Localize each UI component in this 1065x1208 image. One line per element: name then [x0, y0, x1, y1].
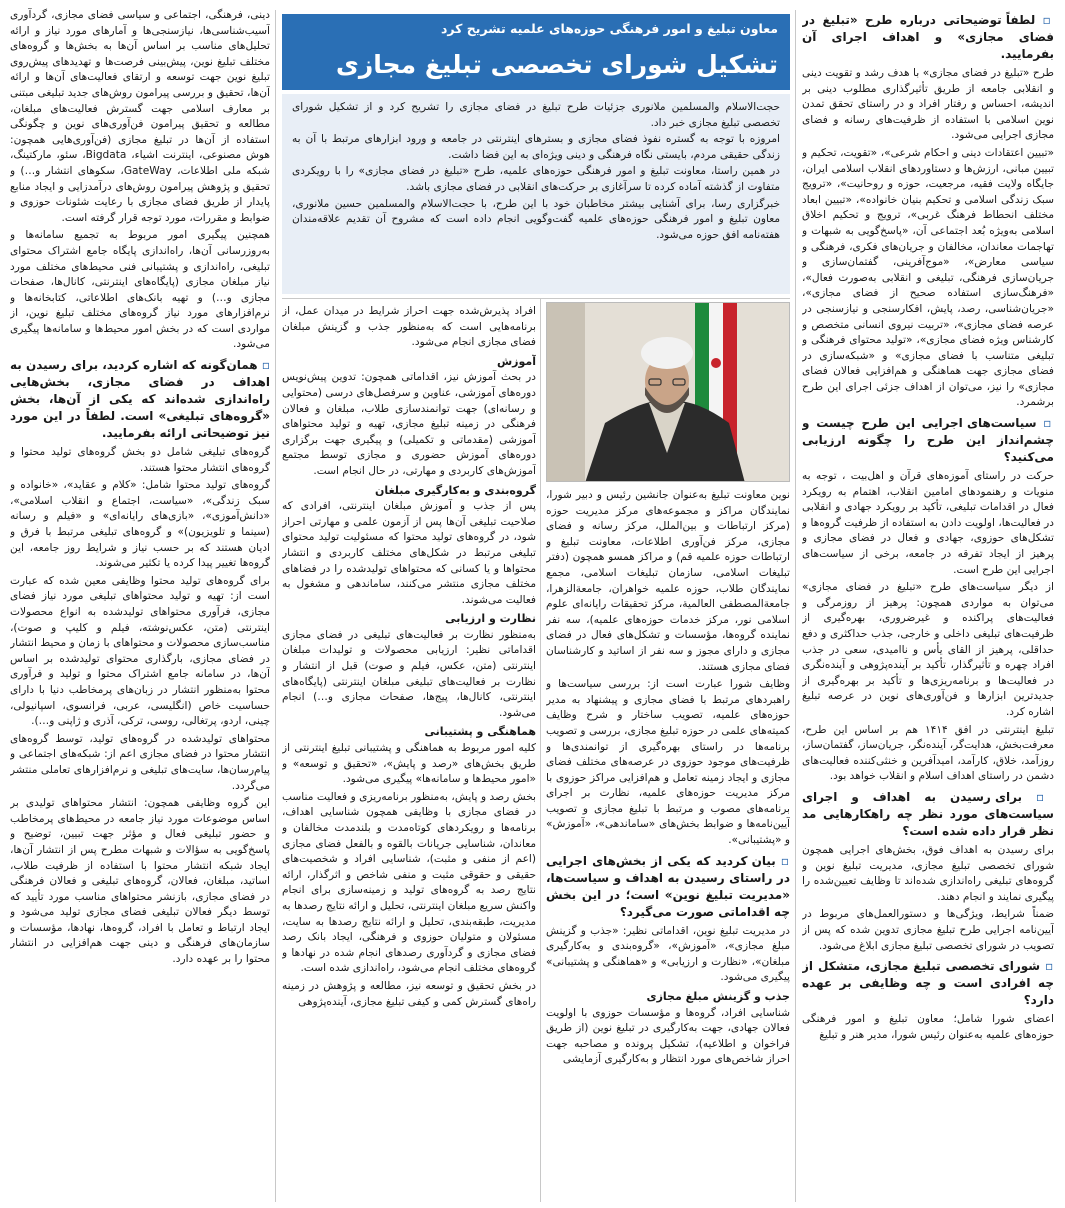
column-right [802, 8, 1054, 1202]
question-text: سیاست‌های اجرایی این طرح چیست و چشم‌انداز این طرح را چگونه ارزیابی می‌کنید؟ [802, 416, 1054, 465]
section-divider [282, 298, 790, 299]
body-paragraph: تبلیغ اینترنتی در افق ۱۴۱۴ هم بر اساس این طرح، معرفت‌بخش، هدایت‌گر، آینده‌نگر، جریان‌ساز، گفتمان‌ساز، روزآمد، خلاق، کارآمد، امیدآفرین و خنثی‌کننده فعالیت‌های دشمن در راستای اهداف اسلام و انقلاب خواهد بود. [802, 723, 1054, 783]
interview-question [802, 789, 1054, 840]
body-paragraph: طرح «تبلیغ در فضای مجازی» با هدف رشد و تقویت دینی و انقلابی جامعه از طریق تأثیرگذاری مطلوب دینی بر اندیشه، احساس و رفتار افراد و در راستای تحقق تمدن نوین اسلامی با استفاده از ظرفیت‌های رسانه و فضای مجازی اجرایی می‌شود. [802, 67, 1054, 142]
body-paragraph: پس از جذب و آموزش مبلغان اینترنتی، افرادی که صلاحیت تبلیغی آن‌ها پس از آزمون علمی و مهارتی احراز شود، در گروه‌های تولید محتوا که مسئولیت تولید محتوای تبلیغی مرتبط در شکل‌های مختلف کاربردی و انتشار محتواها و یا کسانی که محتواهای تولیدشده را در فضاهای مختلف مجازی منتشر می‌کنند، ساماندهی و مشغول به فعالیت می‌شوند. [282, 500, 536, 606]
interview-question [802, 958, 1054, 1009]
body-paragraph: محتواهای تولیدشده در گروه‌های تولید، توسط گروه‌های انتشار محتوا در فضای مجازی اعم از: شبکه‌های اجتماعی و پیام‌رسان‌ها، سایت‌های تبلیغی و نرم‌افزارهای تعاملی منتشر می‌گردد. [10, 732, 270, 792]
square-bullet-icon: ▫ [257, 358, 270, 373]
section-subheading: گروه‌بندی و به‌کارگیری مبلغان [375, 483, 536, 497]
article-header [282, 14, 790, 90]
body-paragraph: همچنین پیگیری امور مربوط به تجمیع سامانه‌ها و به‌روزرسانی آن‌ها، راه‌اندازی پایگاه جامع اشتراک محتوای تبلیغی، راه‌اندازی و پشتیبانی فنی محیط‌های مختلف مورد نیاز مبلغان مجازی (پایگاه‌های اینترنتی، کانال‌ها، صفحات مجازی و…) و تهیه بانک‌های اطلاعاتی، کتابخانه‌ها و نرم‌افزارهای مورد نیاز گروه‌های مختلف تبلیغ نوین، از مواردی است که در بخش امور محیط‌ها و سامانه‌ها پیگیری می‌شود. [10, 229, 270, 351]
question-text: شورای تخصصی تبلیغ مجازی، متشکل از چه افرادی است و چه وظایفی بر عهده دارد؟ [802, 959, 1054, 1008]
body-paragraph: وظایف شورا عبارت است از: بررسی سیاست‌ها و راهبردهای مرتبط با فضای مجازی و پیشنهاد به مدیر حوزه‌های علمیه، تصویب ساختار و شرح وظایف کمیته‌های علمی در حوزه تبلیغ مجازی، بررسی و تصویب برنامه‌ها در راستای بهره‌گیری از توانمندی‌ها و ظرفیت‌های موجود حوزوی در عرصه‌های مختلف فضای مجازی و ایجاد زمینه تعامل و هم‌افزایی مراکز حوزوی با مرکز مدیریت حوزه‌های علمیه، نظارت بر اجرای برنامه‌های مصوب و مرتبط با تبلیغ مجازی و تصویب آیین‌نامه‌ها و ضوابط بخش‌های «ساماندهی»، «آموزش» و «پشتیبانی». [546, 678, 790, 847]
question-text: همان‌گونه که اشاره کردید، برای رسیدن به اهداف در فضای مجازی، بخش‌هایی راه‌اندازی شده‌اند که یکی از آن‌ها، بخش «گروه‌های تبلیغی» است. لطفاً در این مورد نیز توضیحاتی ارائه بفرمایید. [10, 358, 270, 441]
body-paragraph: کلیه امور مربوط به هماهنگی و پشتیبانی تبلیغ اینترنتی از طریق بخش‌های «رصد و پایش»، «تحقیق و توسعه» و «امور محیط‌ها و سامانه‌ها» پیگیری می‌شود. [282, 742, 536, 786]
lead-paragraph: خبرگزاری رسا، برای آشنایی بیشتر مخاطبان خود با این طرح، با حجت‌الاسلام والمسلمین حسین ملانوری، معاون تبلیغ و امور فرهنگی حوزه‌های علمیه گفت‌وگویی انجام داده است که مشروح آن تقدیم علاقه‌مندان هفته‌نامه افق حوزه می‌شود. [292, 197, 780, 241]
column-center [282, 304, 536, 1202]
body-paragraph: به‌منظور نظارت بر فعالیت‌های تبلیغی در فضای مجازی اقداماتی نظیر: ارزیابی محصولات و تولیدات مبلغان اینترنتی (متن، عکس، فیلم و صوت) قبل از انتشار و نظارت بر فعالیت‌های تبلیغی مبلغان اینترنتی (پایگاه‌های اینترنتی، کانال‌ها، پیج‌ها، صفحات مجازی و…) انجام می‌شود. [282, 628, 536, 719]
article-headline: تشکیل شورای تخصصی تبلیغ مجازی [335, 50, 778, 79]
section-subheading: نظارت و ارزیابی [445, 612, 536, 626]
square-bullet-icon: ▫ [1035, 13, 1054, 27]
lead-paragraph: حجت‌الاسلام والمسلمین ملانوری جزئیات طرح تبلیغ در فضای مجازی را تشریح کرد و از تشکیل شورای تخصصی تبلیغ مجازی خبر داد. [292, 101, 780, 129]
body-paragraph: اعضای شورا شامل؛ معاون تبلیغ و امور فرهنگی حوزه‌های علمیه به‌عنوان رئیس شورا، مدیر هنر و تبلیغ [802, 1013, 1054, 1041]
interview-question [10, 357, 270, 442]
body-paragraph: شناسایی افراد، گروه‌ها و مؤسسات حوزوی با اولویت فعالان جهادی، جهت به‌کارگیری در تبلیغ نوین (از طریق فراخوان و اطلاعیه)، تشکیل پرونده و مصاحبه جهت احراز شاخص‌های مورد انتظار و به‌کارگیری آزمایشی [546, 1006, 790, 1066]
body-paragraph: در بخش تحقیق و توسعه نیز، مطالعه و پژوهش در زمینه راه‌های گسترش کمی و کیفی تبلیغ مجازی، آینده‌پژوهی [282, 979, 536, 1008]
article-lead [282, 94, 790, 294]
body-paragraph: «تبیین اعتقادات دینی و احکام شرعی»، «تقویت، تحکیم و تبیین مبانی، ارزش‌ها و دستاوردهای انقلاب اسلامی ایران، جایگاه ولایت فقیه، مرجعیت، حوزه و روحانیت»، «ترویج سبک زندگی اسلامی و تحکیم بنیان خانواده»، «تبیین ابعاد مختلف انحطاط فرهنگ غربی»، ترویج و تحکیم اخلاق اسلامی به‌ویژه بُعد اجتماعی آن، «پاسخ‌گویی به شبهات و تهاجمات معاندان، مخالفان و جریان‌های فکری، فرهنگی و سیاسی معارض»، «موج‌آفرینی، گفتمان‌سازی و جریان‌سازی فرهنگی، تبلیغی و انقلابی به‌صورت فعال»، «فرهنگ‌سازی استفاده صحیح از فضای مجازی»، «جریان‌شناسی، رصد، پایش، افکارسنجی و نیازسنجی در عرصه فضای مجازی»، «تربیت نیروی انسانی متخصص و کارشناس ویژه فضای مجازی»، «تولید محتوای فرهنگی و تبلیغی متناسب با فضای مجازی» و «شبکه‌سازی در فضای مجازی جهت هماهنگی و هم‌افزایی فعالان فضای مجازی» را نیز، می‌توان از اهداف جزئی اجرای این طرح برشمرد. [802, 146, 1054, 409]
square-bullet-icon: ▫ [1022, 789, 1054, 804]
section-subheading: جذب و گزینش مبلغ مجازی [646, 990, 790, 1004]
body-paragraph: افراد پذیرش‌شده جهت احراز شرایط در میدان عمل، از برنامه‌هایی است که به‌منظور جذب و گزینش مبلغان فضای مجازی انجام می‌شود. [282, 305, 536, 349]
question-text: برای رسیدن به اهداف و اجرای سیاست‌های مورد نظر چه راهکارهایی مد نظر قرار داده شده است؟ [802, 789, 1054, 838]
body-paragraph: دینی، فرهنگی، اجتماعی و سیاسی فضای مجازی، گردآوری آسیب‌شناسی‌ها، نیازسنجی‌ها و آمارهای مورد نیاز و ارائه تحلیل‌های مناسب بر اساس آن‌ها به بخش‌ها و گروه‌های مختلف تبلیغ نوین، پیش‌بینی فرصت‌ها و تهدیدهای پیش‌روی تبلیغ نوین جهت توسعه و ارتقای فعالیت‌های آن‌ها و ارائه آن‌ها، تحقیق و بررسی پیرامون روش‌های جدید تبلیغی مبتنی بر معارف اسلامی جهت گسترش فعالیت‌های مبلغان، مطالعه و تحقیق پیرامون فن‌آوری‌های نوین و چگونگی استفاده از آن‌ها در تبلیغ مجازی (فن‌آوری‌هایی همچون: هوش مصنوعی، اینترنت اشیاء، Bigdata، سئو، مارکتینگ، شبکه ملی اطلاعات، GateWay، سکوهای انتشار و…) و تحقیق و پژوهش پیرامون روش‌های درآمدزایی و ایجاد منابع پایدار از طریق فضای مجازی با رعایت شئونات حوزوی و ضوابط و مقررات، مورد توجه قرار گرفته است. [10, 9, 270, 224]
body-paragraph: در مدیریت تبلیغ نوین، اقداماتی نظیر: «جذب و گزینش مبلغ مجازی»، «آموزش»، «گروه‌بندی و به‌کارگیری مبلغان»، «نظارت و ارزیابی» و «هماهنگی و پشتیبانی» پیگیری می‌شود. [546, 924, 790, 984]
question-text: بیان کردید که یکی از بخش‌های اجرایی در راستای رسیدن به اهداف و سیاست‌ها، «مدیریت تبلیغ نوین» است؛ در این بخش چه اقداماتی صورت می‌گیرد؟ [546, 853, 790, 919]
section-subheading: آموزش [497, 354, 536, 368]
body-paragraph: در بحث آموزش نیز، اقداماتی همچون: تدوین پیش‌نویس دوره‌های آموزشی، عناوین و سرفصل‌های درسی (محتوایی و رسانه‌ای) جهت توانمندسازی طلاب، مبلغان و فعالان فرهنگی در زمینه تبلیغ مجازی، تهیه و تولید محتواهای آموزشی (مقدماتی و تکمیلی) و پیگیری جهت برگزاری دوره‌های آموزش حضوری و مجازی توسط مجتمع آموزش‌های کاربردی و مهارتی، در حال انجام است. [282, 371, 536, 477]
column-middle [546, 488, 790, 1202]
interviewee-photo [546, 302, 790, 482]
body-paragraph: برای گروه‌های تولید محتوا وظایفی معین شده که عبارت است از: تهیه و تولید محتواهای تبلیغی مورد نیاز فضای مجازی، فرآوری محتواهای تولیدشده به انواع محصولات اینترنتی (متن، عکس‌نوشته، فیلم و کلیپ و صوت)، مناسب‌سازی محصولات و محتواهای با زمان و محیط انتشار در فضای مجازی، بارگذاری محتوای تولیدشده بر اساس آن‌ها، در سامانه جامع اشتراک محتوا و تولید و فرآوری محتوا به‌منظور انتشار در زبان‌های پرمخاطب دنیا با دارای حساسیت خاص (انگلیسی، عربی، فرانسوی، اسپانیولی، چینی، اردو، پرتغالی، روسی، ترکی، آذری و ژاپنی و…). [10, 574, 270, 728]
section-subheading: هماهنگی و پشتیبانی [424, 725, 536, 739]
square-bullet-icon: ▫ [775, 853, 790, 868]
column-divider [795, 10, 796, 1202]
square-bullet-icon: ▫ [1036, 416, 1054, 431]
body-paragraph: نوین معاونت تبلیغ به‌عنوان جانشین رئیس و دبیر شورا، نمایندگان مراکز و مجموعه‌های مرکز مدیریت حوزه (مرکز ارتباطات و بین‌الملل، مرکز رسانه و فضای مجازی، مرکز فن‌آوری اطلاعات، معاونت تبلیغ و ارتباطات حوزه علمیه قم) و مراکز همسو همچون (دفتر تبلیغات اسلامی، سازمان تبلیغات اسلامی، مجمع نمایندگان طلاب، حوزه علمیه خواهران، جامعةالزهرا، جامعةالمصطفی العالمیة، مرکز تحقیقات رایانه‌ای علوم اسلامی نور، مرکز خدمات حوزه‌های علمیه)، سه نفر نماینده گروه‌ها، مؤسسات و تشکل‌های فعال در فضای مجازی و دارای مجوز و سه نفر از اساتید و کارشناسان فضای مجازی هستند. [546, 489, 790, 673]
interview-question [802, 12, 1054, 63]
portrait-image [546, 303, 789, 482]
body-paragraph: گروه‌های تولید محتوا شامل: «کلام و عقاید»، «خانواده و سبک زندگی»، «سیاست، اجتماع و انقلاب اسلامی»، «دانش‌آموزی»، «بازی‌های رایانه‌ای» و «فیلم و رسانه (سینما و تلویزیون)» و گروه‌های تبلیغی مرتبط با فرق و ادیان هستند که بر حسب نیاز و شرایط روز جامعه، این گروه‌ها تغییر پیدا کرده یا تکثیر می‌شوند. [10, 479, 270, 570]
body-paragraph: بخش رصد و پایش، به‌منظور برنامه‌ریزی و فعالیت مناسب در فضای مجازی با وظایفی همچون شناسایی اهداف، برنامه‌ها و رویکردهای کوتاه‌مدت و بلندمدت مخالفان و معاندان، شناسایی جریانات بالقوه و بالفعل فضای مجازی (اعم از منفی و مثبت)، شناسایی افراد و شخصیت‌های حقیقی و حقوقی مثبت و منفی شاخص و اثرگذار، ارائه نتایج رصد به گروه‌های تولید و زمینه‌سازی برای انجام واکنش سریع مبلغان اینترنتی، تحلیل و ارائه نتایج رصدها به مدیریت، طبقه‌بندی، تحلیل و ارائه نتایج رصدها به سایت، مسئولان و متولیان حوزوی و فرهنگی، ایجاد بانک رصد فضای مجازی و گردآوری رصدهای انجام شده در نهادها و گروه‌های مختلف انجام می‌شود، راه‌اندازی شده است. [282, 790, 536, 975]
square-bullet-icon: ▫ [1040, 959, 1054, 974]
interview-question [546, 853, 790, 921]
body-paragraph: برای رسیدن به اهداف فوق، بخش‌های اجرایی همچون شورای تخصصی تبلیغ مجازی، مدیریت تبلیغ نوین و گروه‌های تبلیغی راه‌اندازی شده‌اند تا وظایف تعیین‌شده را پیگیری نمایند و انجام دهند. [802, 843, 1054, 903]
column-divider [540, 298, 541, 1202]
article-kicker: معاون تبلیغ و امور فرهنگی حوزه‌های علمیه تشریح کرد [440, 21, 778, 36]
lead-paragraph: در همین راستا، معاونت تبلیغ و امور فرهنگی حوزه‌های علمیه، طرح «تبلیغ در فضای مجازی» را با رویکردی متفاوت از گذشته آماده کرده تا سرآغازی بر حرکت‌های انقلابی در فضای مجازی باشد. [292, 165, 780, 193]
body-paragraph: از دیگر سیاست‌های طرح «تبلیغ در فضای مجازی» می‌توان به مواردی همچون: پرهیز از روزمرگی و فعالیت‌های پراکنده و غیرضروری، بهره‌گیری از ظرفیت‌های تبلیغی داخلی و خارجی، جذب حداکثری و دفع حداقلی، پرهیز از القای یأس و ناامیدی، سعی در جذب افراد چهره و تأثیرگذار، تأکید بر آینده‌پژوهی و آینده‌نگری در فعالیت‌ها و برنامه‌ریزی‌ها و تأکید بر بهره‌گیری از جدیدترین ابزارها و فن‌آوری‌های نوین در عرصه تبلیغ اشاره کرد. [802, 581, 1054, 718]
body-paragraph: این گروه وظایفی همچون: انتشار محتواهای تولیدی بر اساس موضوعات مورد نیاز جامعه در محیط‌های پرمخاطب و حضور تبلیغی فعال و مؤثر جهت تبیین، توضیح و پاسخ‌گویی به سؤالات و شبهات مطرح پس از انتشار آن‌ها، ایجاد شبکه انتشار محتوا با استفاده از ظرفیت طلاب، اساتید، مبلغان، فعالان، گروه‌های تبلیغی و فعالان فرهنگی در فضای مجازی، بازنشر محتواهای مناسب مورد تأیید که توسط دیگر فعالان تبلیغی فضای مجازی تولید می‌شود و ایجاد ارتباط و تعامل با افراد، گروه‌ها، نهادها، مؤسسات و سازمان‌های فرهنگی و دینی جهت هم‌افزایی در انتشار محتوا را بر عهده دارد. [10, 797, 270, 966]
column-divider [275, 10, 276, 1202]
body-paragraph: ضمناً شرایط، ویژگی‌ها و دستورالعمل‌های مربوط در آیین‌نامه اجرایی طرح تبلیغ مجازی تدوین شده که پس از تصویب در شورای تخصصی تبلیغ مجازی ابلاغ می‌شود. [802, 908, 1054, 952]
interview-question [802, 415, 1054, 466]
body-paragraph: گروه‌های تبلیغی شامل دو بخش گروه‌های تولید محتوا و گروه‌های انتشار محتوا هستند. [10, 446, 270, 474]
question-text: لطفاً توضیحاتی درباره طرح «تبلیغ در فضای مجازی» و اهداف اجرای آن بفرمایید. [802, 13, 1054, 61]
lead-paragraph: امروزه با توجه به گستره نفوذ فضای مجازی و بسترهای اینترنتی در جامعه و ورود ابزارهای مرتبط با آن به زندگی حقیقی مردم، بایستی نگاه فرهنگی و دینی ویژه‌ای به این فضا داشت. [292, 133, 780, 161]
body-paragraph: حرکت در راستای آموزه‌های قرآن و اهل‌بیت ، توجه به منویات و رهنمودهای امامین انقلاب، اهتمام به رویکرد فعال در اقدامات تبلیغی، تأکید بر رویکرد جهادی و انقلابی در فعالیت‌ها، اولویت دادن به استفاده از ظرفیت گروه‌ها و تشکل‌های حوزوی، جهادی و فعال در فضای مجازی و پرهیز از ایجاد تفرقه در جامعه، برخی از سیاست‌های اجرایی این طرح است. [802, 470, 1054, 576]
column-left [10, 8, 270, 1202]
